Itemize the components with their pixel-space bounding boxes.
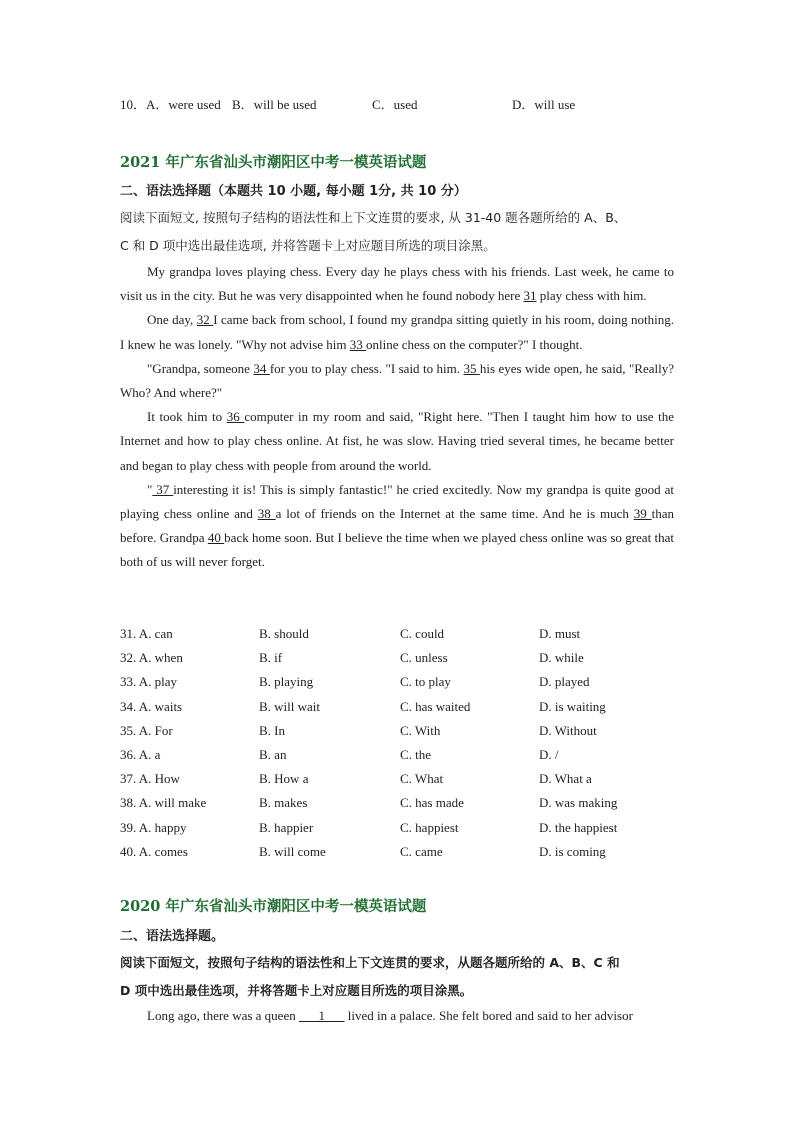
- option-a: 31. A. can: [120, 626, 173, 641]
- option-d: D. /: [539, 746, 559, 762]
- option-b: B．will be used: [232, 97, 317, 112]
- option-a: 38. A. will make: [120, 795, 207, 811]
- option-d: D. is coming: [539, 843, 606, 859]
- option-c: C．used: [372, 97, 418, 112]
- option-row: [120, 767, 680, 791]
- option-c: C. could: [400, 626, 445, 641]
- option-row: [120, 695, 680, 719]
- blank-31: 31: [523, 288, 537, 304]
- blank-40: 40: [207, 530, 225, 546]
- option-b: B. happier: [259, 819, 314, 835]
- option-c: C. With: [400, 722, 441, 738]
- option-a: 36. A. a: [120, 746, 161, 762]
- paragraph-2: One day, 32 I came back from school, I found my grandpa sitting quietly in his room, doing nothing. I knew he was lonely. "Why not advise him 33 online chess on the computer?" I thought.: [120, 312, 674, 352]
- blank-35: 35: [463, 360, 480, 376]
- option-b: B. playing: [259, 674, 314, 690]
- blank-37: 37: [152, 481, 174, 497]
- option-b: B. will wait: [259, 698, 321, 714]
- option-c: C. has waited: [400, 698, 471, 714]
- passage-2021: [120, 260, 674, 575]
- option-c: C. has made: [400, 795, 464, 811]
- option-row: [120, 670, 680, 694]
- section-title-2021: 2021 年广东省汕头市潮阳区中考一模英语试题: [120, 154, 427, 171]
- paragraph-4: It took him to 36 computer in my room and said, "Right here. "Then I taught him how to use the Internet and how to play chess online. At fist, he was slow. Having tried several times, he became better and began to play chess with people from around the world.: [120, 409, 674, 473]
- blank-33: 33: [349, 336, 366, 352]
- option-d: D. Without: [539, 722, 597, 738]
- option-b: B. How a: [259, 771, 309, 787]
- option-d: D. is waiting: [539, 698, 606, 714]
- section-subtitle-2020: 二、语法选择题。: [120, 929, 225, 944]
- blank-34: 34: [253, 360, 270, 376]
- option-a: 32. A. when: [120, 650, 183, 666]
- option-a: 33. A. play: [120, 674, 178, 690]
- instruction-line-2: C 和 D 项中选出最佳选项, 并将答题卡上对应题目所选的项目涂黑。: [120, 238, 496, 253]
- blank-36: 36: [226, 409, 245, 425]
- option-d: D. played: [539, 674, 590, 690]
- paragraph-1: My grandpa loves playing chess. Every day he plays chess with his friends. Last week, he came to visit us in the city. But he was very disappointed when he found nobody here 31 play chess with him.: [120, 264, 674, 304]
- instruction-line-2: D 项中选出最佳选项，并将答题卡上对应题目所选的项目涂黑。: [120, 983, 473, 998]
- blank-38: 38: [257, 506, 276, 522]
- option-c: C. happiest: [400, 819, 459, 835]
- option-a: 35. A. For: [120, 722, 173, 738]
- section-subtitle-2021: 二、语法选择题（本题共 10 小题, 每小题 1分, 共 10 分）: [120, 184, 467, 199]
- option-d: D. was making: [539, 795, 618, 811]
- option-a: 39. A. happy: [120, 819, 187, 835]
- question-number: 10．: [120, 97, 147, 112]
- option-row: [120, 816, 680, 840]
- option-c: C. the: [400, 746, 432, 762]
- option-d: D. What a: [539, 771, 592, 787]
- passage-2020-first-line: Long ago, there was a queen ___1___ lived in a palace. She felt bored and said to her advisor: [147, 1008, 633, 1023]
- option-b: B. makes: [259, 795, 308, 811]
- option-c: C. unless: [400, 650, 448, 666]
- option-row: [120, 840, 680, 864]
- option-c: C. to play: [400, 674, 451, 690]
- instruction-line-1: 阅读下面短文，按照句子结构的语法性和上下文连贯的要求，从题各题所给的 A、B、C 和: [120, 955, 620, 970]
- option-c: C. What: [400, 771, 444, 787]
- option-a: 34. A. waits: [120, 698, 183, 714]
- option-d: D．will use: [512, 97, 576, 112]
- question-10-options: [120, 94, 575, 113]
- option-a: 37. A. How: [120, 771, 180, 787]
- paragraph-3: "Grandpa, someone 34 for you to play chess. "I said to him. 35 his eyes wide open, he said, "Really? Who? And where?": [120, 360, 674, 401]
- option-b: B. if: [259, 650, 283, 666]
- option-row: [120, 719, 680, 743]
- option-d: D. must: [539, 626, 581, 641]
- option-row: [120, 646, 680, 670]
- blank-1: ___1___: [298, 1008, 345, 1023]
- option-b: B. an: [259, 746, 287, 762]
- option-d: D. the happiest: [539, 819, 618, 835]
- option-d: D. while: [539, 650, 584, 666]
- option-row: [120, 743, 680, 767]
- option-b: B. will come: [259, 843, 326, 859]
- blank-39: 39: [633, 506, 652, 522]
- answer-options-table: [120, 622, 680, 864]
- option-b: B. should: [259, 626, 309, 641]
- paragraph-5: " 37 interesting it is! This is simply fantastic!" he cried excitedly. Now my grandpa is quite good at playing chess online and 38 a lot of friends on the Internet at the same time. And he is much 39 than before. Grandpa 40 back home soon. But I believe the time when we played chess online was so great that both of us will never forget.: [120, 481, 674, 570]
- option-a: A．were used: [146, 97, 221, 112]
- option-c: C. came: [400, 843, 443, 859]
- section-title-2020: 2020 年广东省汕头市潮阳区中考一模英语试题: [120, 898, 427, 915]
- option-row: [120, 791, 680, 815]
- option-a: 40. A. comes: [120, 843, 188, 859]
- instruction-line-1: 阅读下面短文, 按照句子结构的语法性和上下文连贯的要求, 从 31-40 题各题所给的 A、B、: [120, 210, 627, 225]
- option-b: B. In: [259, 722, 285, 738]
- blank-32: 32: [196, 312, 214, 328]
- option-row: [120, 622, 680, 646]
